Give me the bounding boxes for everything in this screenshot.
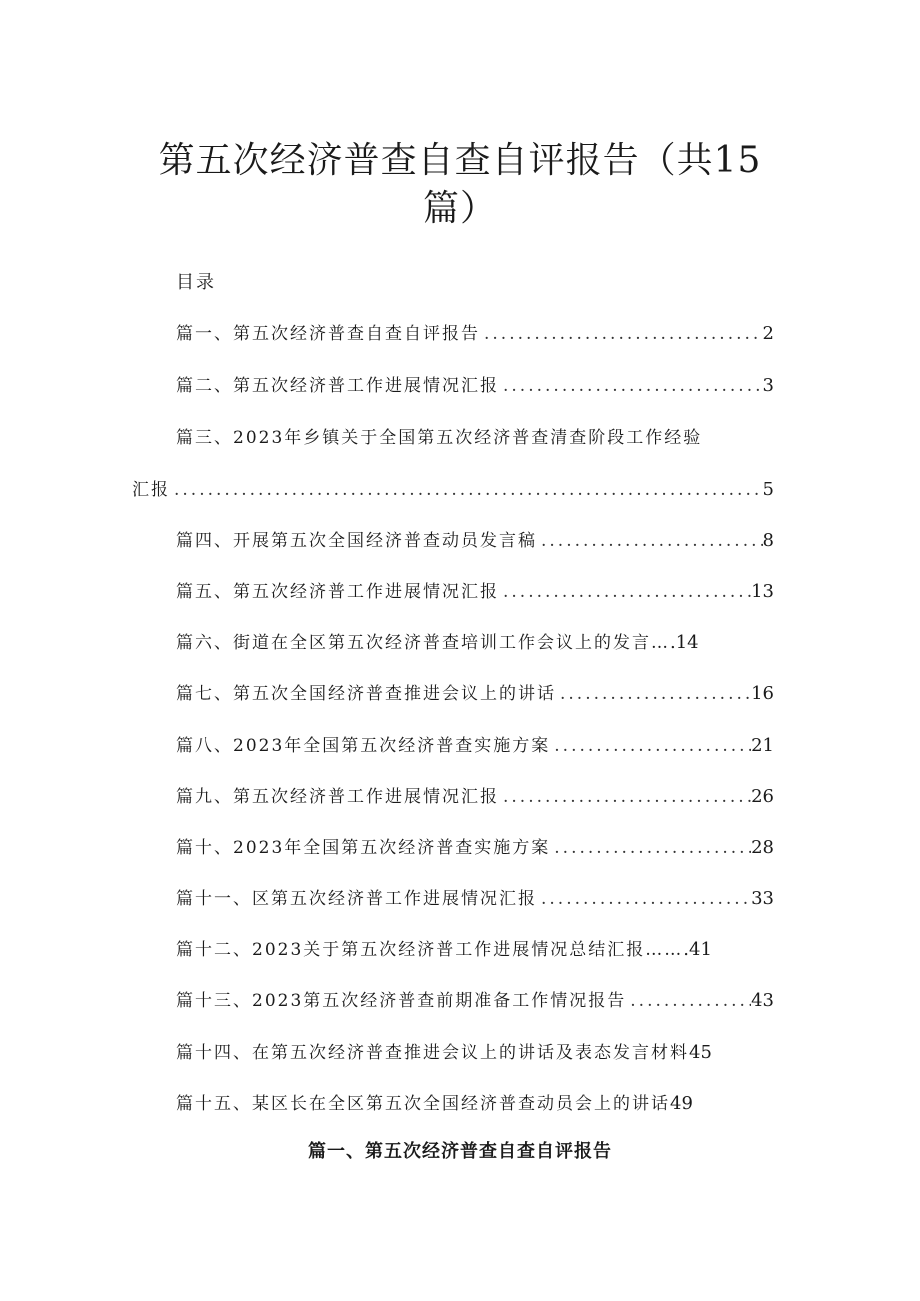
toc-entry-page: 21: [751, 735, 774, 756]
toc-entry-1[interactable]: [176, 320, 774, 348]
toc-entry-8[interactable]: [176, 732, 774, 760]
toc-entry-label: 篇十三、2023第五次经济普查前期准备工作情况报告: [176, 991, 627, 1011]
toc-entry-page: .41: [683, 939, 712, 960]
toc-entry-label: 篇十四、在第五次经济普查推进会议上的讲话及表态发言材料: [176, 1043, 689, 1063]
toc-entry-label: 篇五、第五次经济普工作进展情况汇报: [176, 582, 499, 602]
toc-leader-dots: [499, 578, 751, 606]
toc-entry-4[interactable]: [176, 527, 774, 555]
toc-entry-page: 33: [751, 888, 774, 909]
toc-entry-label: 篇四、开展第五次全国经济普查动员发言稿: [176, 531, 537, 551]
toc-entry-15[interactable]: [176, 1090, 774, 1118]
toc-entry-page: 3: [762, 375, 774, 396]
toc-heading: 目录: [176, 272, 216, 293]
toc-entry-14[interactable]: [176, 1039, 774, 1067]
toc-entry-label: 篇三、2023年乡镇关于全国第五次经济普查清查阶段工作经验: [176, 428, 703, 448]
toc-entry-page: 8: [762, 530, 774, 551]
toc-entry-label: 篇六、街道在全区第五次经济普查培训工作会议上的发言…: [176, 633, 670, 653]
toc-entry-page: 28: [751, 837, 774, 858]
toc-entry-page: 43: [751, 990, 774, 1011]
toc-entry-label: 篇十五、某区长在全区第五次全国经济普查动员会上的讲话: [176, 1094, 670, 1114]
toc-entry-12[interactable]: [176, 936, 774, 964]
toc-entry-page: 13: [751, 581, 774, 602]
toc-entry-label: 篇十二、2023关于第五次经济普工作进展情况总结汇报……: [176, 940, 684, 960]
toc-entry-11[interactable]: [176, 885, 774, 913]
toc-entry-page: 2: [762, 323, 774, 344]
toc-entry-label: 篇二、第五次经济普工作进展情况汇报: [176, 376, 499, 396]
toc-leader-dots: [499, 783, 751, 811]
toc-leader-dots: [499, 372, 763, 400]
section-heading: 篇一、第五次经济普查自查自评报告: [308, 1141, 612, 1162]
toc-entry-13[interactable]: [176, 987, 774, 1015]
toc-entry-page: .14: [670, 632, 699, 653]
toc-entry-6[interactable]: [176, 629, 774, 657]
toc-entry-page: 49: [670, 1093, 693, 1114]
toc-entry-3-continued[interactable]: [132, 476, 774, 504]
toc-leader-dots: [170, 476, 763, 504]
document-title-line-1: 第五次经济普查自查自评报告（共15: [158, 140, 762, 181]
toc-entry-7[interactable]: [176, 680, 774, 708]
toc-entry-label: 篇七、第五次全国经济普查推进会议上的讲话: [176, 684, 556, 704]
toc-entry-page: 45: [689, 1042, 712, 1063]
toc-entry-9[interactable]: [176, 783, 774, 811]
document-title-line-2: 篇）: [422, 188, 497, 229]
toc-entry-2[interactable]: [176, 372, 774, 400]
toc-entry-5[interactable]: [176, 578, 774, 606]
toc-entry-label: 篇十、2023年全国第五次经济普查实施方案: [176, 838, 551, 858]
toc-leader-dots: [480, 320, 763, 348]
toc-leader-dots: [556, 680, 751, 708]
toc-entry-page: 16: [751, 683, 774, 704]
toc-leader-dots: [550, 834, 751, 862]
toc-entry-page: 26: [751, 786, 774, 807]
toc-entry-label: 篇九、第五次经济普工作进展情况汇报: [176, 787, 499, 807]
toc-entry-3[interactable]: [176, 424, 702, 452]
toc-entry-label: 篇十一、区第五次经济普工作进展情况汇报: [176, 889, 537, 909]
toc-entry-page: 5: [762, 479, 774, 500]
toc-entry-label: 篇八、2023年全国第五次经济普查实施方案: [176, 736, 551, 756]
toc-leader-dots: [626, 987, 751, 1015]
toc-leader-dots: [550, 732, 751, 760]
toc-leader-dots: [537, 527, 763, 555]
toc-leader-dots: [537, 885, 751, 913]
toc-entry-10[interactable]: [176, 834, 774, 862]
toc-entry-label-continued: 汇报: [132, 480, 170, 500]
toc-entry-label: 篇一、第五次经济普查自查自评报告: [176, 324, 480, 344]
